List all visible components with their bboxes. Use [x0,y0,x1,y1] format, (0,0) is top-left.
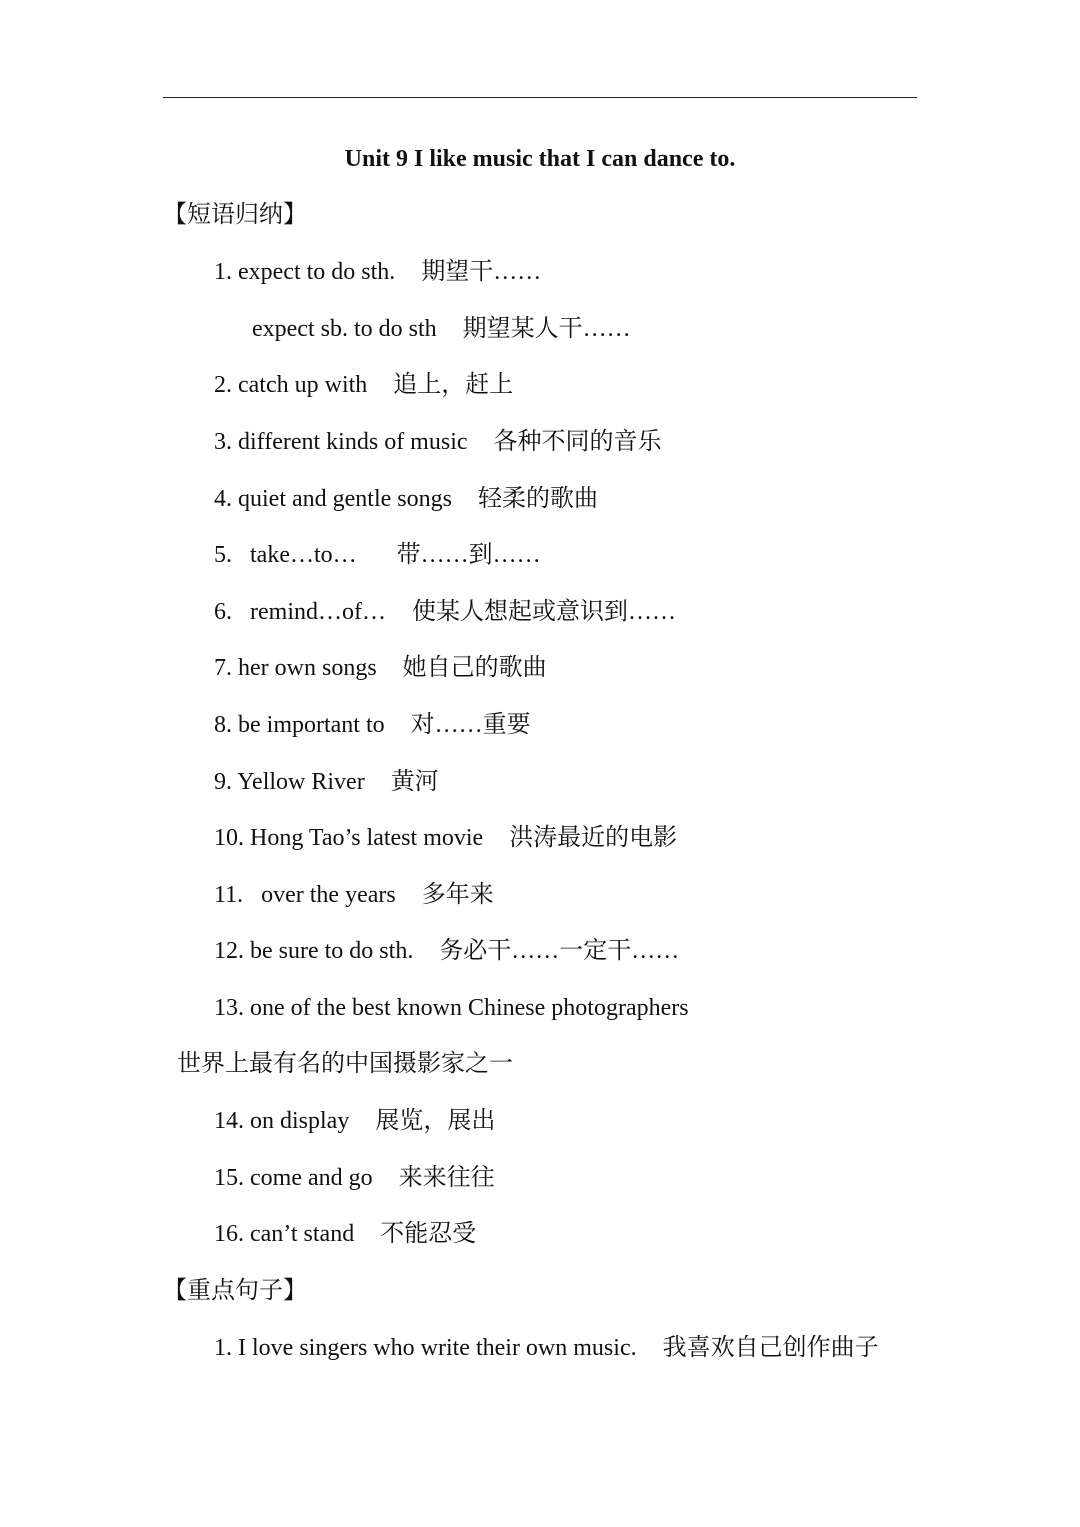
phrase-en: expect sb. to do sth [252,316,437,342]
phrase-zh: 世界上最有名的中国摄影家之一 [177,1051,513,1077]
phrase-zh: 展览，展出 [375,1108,496,1134]
phrase-zh: 轻柔的歌曲 [477,486,598,512]
phrase-item [214,650,547,686]
phrase-item [214,537,541,573]
phrase-zh: 不能忍受 [380,1221,477,1247]
page-title: Unit 9 I like music that I can dance to. [344,146,736,172]
section-heading-phrases: 【短语归纳】 [163,202,307,228]
phrase-item-continuation [177,1046,513,1082]
phrase-zh: 使某人想起或意识到…… [411,599,676,625]
phrase-item [214,1216,476,1252]
sentence-zh: 我喜欢自己创作曲子 [662,1335,879,1361]
phrase-item [214,1160,495,1196]
phrase-item [214,764,439,800]
phrase-en: 12. be sure to do sth. [214,938,414,964]
phrase-zh: 务必干……一定干…… [439,938,680,964]
phrase-zh: 带……到…… [396,542,541,568]
phrase-item [214,594,676,630]
phrase-en: 15. come and go [214,1165,373,1191]
phrase-en: 13. one of the best known Chinese photographers [214,995,689,1021]
phrase-zh: 多年来 [421,882,494,908]
phrase-item [214,877,494,913]
phrase-zh: 追上，赶上 [393,372,514,398]
phrase-item [214,254,541,290]
phrase-en: 9. Yellow River [214,769,365,795]
phrase-en: 4. quiet and gentle songs [214,486,452,512]
phrase-zh: 来来往往 [398,1165,495,1191]
phrase-item [214,367,513,403]
phrase-en: 8. be important to [214,712,385,738]
phrase-item [214,424,662,460]
phrase-item [214,1103,495,1139]
phrase-en: 14. on display [214,1108,350,1134]
phrase-en: 5. take…to… [214,542,357,568]
sentence-en: 1. I love singers who write their own music. [214,1335,637,1361]
phrase-en: 6. remind…of… [214,599,386,625]
phrase-zh: 黄河 [390,769,439,795]
phrase-en: 10. Hong Tao’s latest movie [214,825,484,851]
phrase-item [252,311,631,347]
phrase-item [214,481,598,517]
phrase-zh: 期望干…… [421,259,542,285]
phrase-en: 3. different kinds of music [214,429,468,455]
phrase-en: 11. over the years [214,882,396,908]
phrase-en: 2. catch up with [214,372,368,398]
header-rule [163,97,917,98]
sentence-item [214,1330,879,1366]
phrase-item [214,820,677,856]
phrase-item [214,933,679,969]
phrase-en: 7. her own songs [214,655,377,681]
phrase-zh: 对……重要 [410,712,531,738]
phrase-en: 16. can’t stand [214,1221,355,1247]
phrase-zh: 洪涛最近的电影 [509,825,678,851]
section-heading-sentences: 【重点句子】 [163,1278,307,1304]
phrase-en: 1. expect to do sth. [214,259,396,285]
phrase-zh: 她自己的歌曲 [402,655,547,681]
phrase-item [214,990,689,1026]
phrase-item [214,707,531,743]
phrase-zh: 各种不同的音乐 [493,429,662,455]
phrase-zh: 期望某人干…… [462,316,631,342]
